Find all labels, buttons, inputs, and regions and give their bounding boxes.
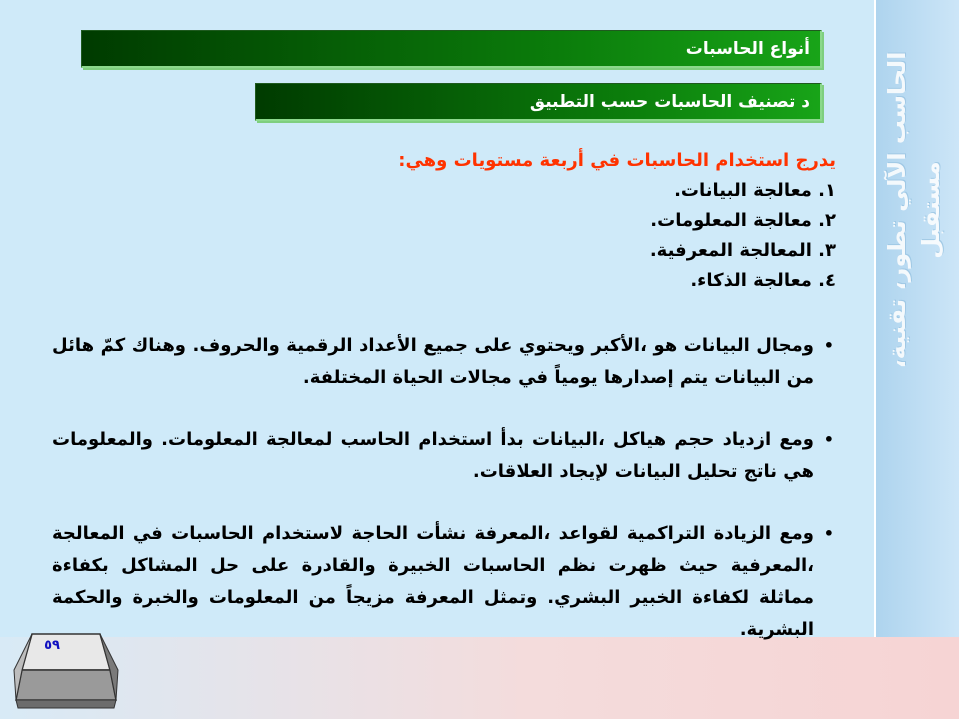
bullet-icon: • <box>823 336 834 355</box>
levels-list <box>52 176 836 296</box>
subtitle-bar: د تصنيف الحاسبات حسب التطبيق <box>255 83 822 121</box>
slide-content <box>52 146 836 676</box>
bullet-icon: • <box>823 430 834 449</box>
level-item: ١. معالجة البيانات. <box>674 180 836 201</box>
bullet-item <box>52 518 836 646</box>
bullet-item <box>52 424 836 488</box>
bullet-text: ومع الزيادة التراكمية لقواعد ،المعرفة نشأت الحاجة لاستخدام الحاسبات في المعالجة ،المعرفية حيث ظهرت نظم الحاسبات الخبيرة والقادرة على حل المشاكل بكفاءة مماثلة لكفاءة الخبير البشري. وتمثل المعرفة مزيجاً من المعلومات والخبرة والحكمة البشرية. <box>52 523 814 640</box>
intro-text: يدرج استخدام الحاسبات في أربعة مستويات وهي: <box>398 150 836 171</box>
bullet-icon: • <box>823 524 834 543</box>
level-item: ٢. معالجة المعلومات. <box>650 210 836 231</box>
level-item: ٤. معالجة الذكاء. <box>690 270 836 291</box>
bullet-list <box>52 330 836 646</box>
level-item: ٣. المعالجة المعرفية. <box>649 240 836 261</box>
title-bar: أنواع الحاسبات <box>81 30 822 68</box>
page-number: ٥٩ <box>44 638 60 653</box>
side-panel <box>874 0 959 637</box>
keyboard-key-icon <box>10 630 122 714</box>
bullet-text: ومجال البيانات هو ،الأكبر ويحتوي على جميع الأعداد الرقمية والحروف. وهناك كمّ هائل من البيانات يتم إصدارها يومياً في مجالات الحياة المختلفة. <box>52 335 814 388</box>
bullet-item <box>52 330 836 394</box>
side-title: الحاسب الآلي تطور، تقنية، مستقبل <box>883 51 945 369</box>
bullet-text: ومع ازدياد حجم هياكل ،البيانات بدأ استخدام الحاسب لمعالجة المعلومات. والمعلومات هي ناتج تحليل البيانات لإيجاد العلاقات. <box>52 429 814 482</box>
